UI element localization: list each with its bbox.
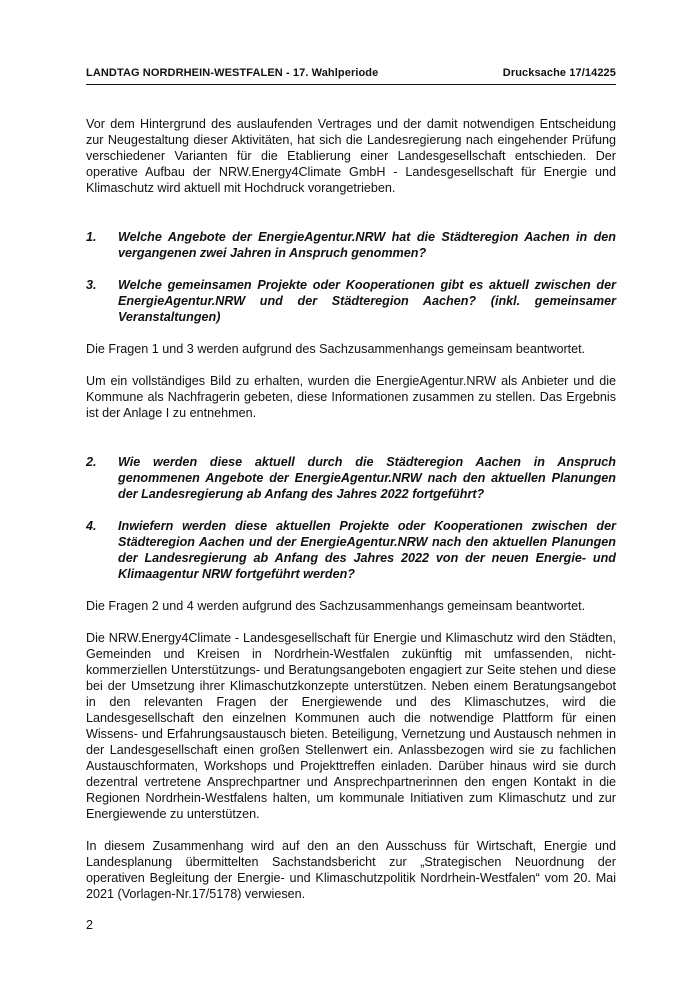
page-header xyxy=(86,67,616,79)
question-1 xyxy=(86,229,616,261)
closing-paragraph: In diesem Zusammenhang wird auf den an den Ausschuss für Wirtschaft, Energie und Landesplanung übermittelten Sachstandsbericht zur „Strategischen Neuordnung der operativen Begleitung der Energie- und Klimaschutzpolitik Nordrhein-Westfalen“ vom 20. Mai 2021 (Vorlagen-Nr.17/5178) verwiesen. xyxy=(86,839,616,901)
question-text: Welche gemeinsamen Projekte oder Kooperationen gibt es aktuell zwischen der EnergieAgentur.NRW und der Städteregion Aachen? (inkl. gemeinsamer Veranstaltungen) xyxy=(118,278,616,324)
header-document-number: Drucksache 17/14225 xyxy=(502,67,616,79)
intro-paragraph: Vor dem Hintergrund des auslaufenden Vertrages und der damit notwendigen Entscheidung zur Neugestaltung dieser Aktivitäten, hat sich die Landesregierung nach eingehender Prüfung verschiedener Varianten für die Etablierung einer Landesgesellschaft entschieden. Der operative Aufbau der NRW.Energy4Climate GmbH - Landesgesellschaft für Energie und Klimaschutz wird aktuell mit Hochdruck vorangetrieben. xyxy=(86,117,616,195)
question-2 xyxy=(86,454,616,502)
question-text: Wie werden diese aktuell durch die Städteregion Aachen in Anspruch genommenen Angebote der EnergieAgentur.NRW nach den aktuellen Planungen der Landesregierung ab Anfang des Jahres 2022 fortgeführt? xyxy=(118,455,616,501)
header-divider xyxy=(86,84,616,85)
answer-2-statement: Die Fragen 2 und 4 werden aufgrund des Sachzusammenhangs gemeinsam beantwortet. xyxy=(86,599,586,613)
header-parliament: LANDTAG NORDRHEIN-WESTFALEN - 17. Wahlperiode xyxy=(86,67,379,79)
answer-1-statement: Die Fragen 1 und 3 werden aufgrund des Sachzusammenhangs gemeinsam beantwortet. xyxy=(86,342,586,356)
question-3 xyxy=(86,277,616,325)
question-number: 2. xyxy=(86,455,97,469)
question-number: 3. xyxy=(86,278,97,292)
answer-1-detail: Um ein vollständiges Bild zu erhalten, wurden die EnergieAgentur.NRW als Anbieter und die Kommune als Nachfragerin gebeten, diese Informationen zusammen zu stellen. Das Ergebnis ist der Anlage I zu entnehmen. xyxy=(86,374,616,420)
question-text: Welche Angebote der EnergieAgentur.NRW hat die Städteregion Aachen in den vergangenen zwei Jahren in Anspruch genommen? xyxy=(118,230,616,260)
question-number: 4. xyxy=(86,519,97,533)
answer-2-detail: Die NRW.Energy4Climate - Landesgesellschaft für Energie und Klimaschutz wird den Städten, Gemeinden und Kreisen in Nordrhein-Westfalen zukünftig mit umfassenden, nicht-kommerziellen Unterstützungs- und Beratungsangeboten engagiert zur Seite stehen und diese bei der Umsetzung ihrer Klimaschutzkonzepte unterstützen. Neben einem Beratungsangebot in den relevanten Fragen der Energiewende und des Klimaschutzes, wird die Landesgesellschaft den einzelnen Kommunen auch die notwendige Plattform für einen Wissens- und Erfahrungsaustausch bieten. Beteiligung, Vernetzung und Austausch nehmen in der Landesgesellschaft einen großen Stellenwert ein. Anlassbezogen wird sie zu fachlichen Austauschformaten, Workshops und Projekttreffen einladen. Darüber hinaus wird sie durch dezentral vertretene Ansprechpartner und Ansprechpartnerinnen den engen Kontakt in die Regionen Nordrhein-Westfalens halten, um kommunale Initiativen zum Klimaschutz und zur Energiewende zu unterstützen. xyxy=(86,631,616,821)
document-body xyxy=(86,116,616,902)
question-number: 1. xyxy=(86,230,97,244)
page-number: 2 xyxy=(86,918,94,932)
question-4 xyxy=(86,518,616,582)
question-text: Inwiefern werden diese aktuellen Projekte oder Kooperationen zwischen der Städteregion Aachen und der EnergieAgentur.NRW nach den aktuellen Planungen der Landesregierung ab Anfang des Jahres 2022 von der neuen Energie- und Klimaagentur NRW fortgeführt werden? xyxy=(118,519,616,581)
